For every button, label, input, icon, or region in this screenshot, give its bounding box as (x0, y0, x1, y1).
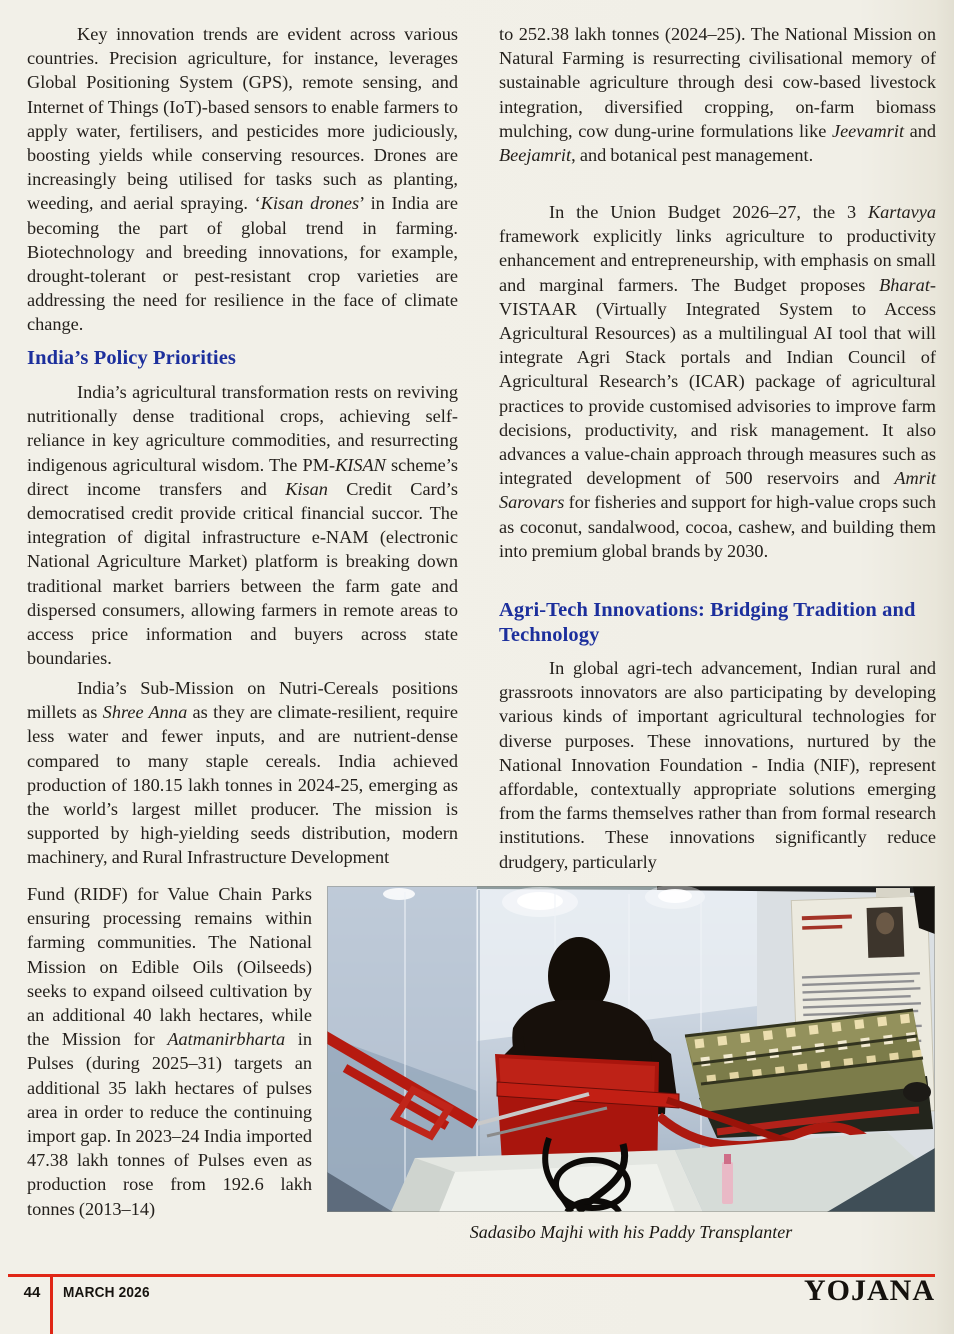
issue-date: MARCH 2026 (63, 1285, 150, 1301)
paragraph-key-innovation-trends: Key innovation trends are evident across various countries. Precision agriculture, for instance, leverages Global Positioning System (GPS), remote sensing, and Internet of Things (IoT)-based sensors to enable farmers to apply water, fertilisers, and pesticides more judiciously, boosting yields while conserving resources. Drones are increasingly being utilised for tasks such as planting, weeding, and aerial spraying. ‘Kisan drones’ in India are becoming the part of global trend in farming. Biotechnology and breeding innovations, for example, drought-tolerant or pest-resistant crop varieties are addressing the need for resilience in the face of climate change. (27, 24, 458, 335)
footer-rule (8, 1274, 935, 1277)
magazine-title: YOJANA (804, 1274, 935, 1307)
paragraph-nutri-cereals: India’s Sub-Mission on Nutri-Cereals positions millets as Shree Anna as they are climate-resilient, require less water and fewer inputs, and are nutrient-dense compared to many staple cereals. India achieved production of 180.15 lakh tonnes in 2024-25, emerging as the world’s largest millet producer. The mission is supported by high-yielding seeds distribution, modern machinery, and Rural Infrastructure Development (27, 678, 459, 868)
paddy-transplanter-photo (327, 886, 935, 1212)
photo-caption: Sadasibo Majhi with his Paddy Transplanter (469, 1222, 793, 1242)
page-number: 44 (23, 1284, 41, 1301)
paragraph-nutri-cereals-continued: Fund (RIDF) for Value Chain Parks ensuring processing remains within farming communities. The National Mission on Edible Oils (Oilseeds) seeks to expand oilseed cultivation by an additional 40 lakh hectares, while the Mission for Aatmanirbharta in Pulses (during 2025–31) targets an additional 35 lakh hectares of pulses area in order to reduce the continuing import gap. In 2023–24 India imported 47.38 lakh tonnes of Pulses even as production rose from 192.6 lakh tonnes (2013–14) (27, 884, 312, 1219)
paragraph-natural-farming: to 252.38 lakh tonnes (2024–25). The National Mission on Natural Farming is resurrecting civilisational memory of sustainable agriculture through desi cow-based livestock integration, diversified cropping, on-farm biomass mulching, cow dung-urine formulations like Jeevamrit and Beejamrit, and botanical pest management. (499, 24, 936, 166)
heading-indias-policy-priorities: India’s Policy Priorities (27, 347, 236, 369)
paragraph-agricultural-transformation: India’s agricultural transformation rests on reviving nutritionally dense traditional crops, achieving self-reliance in key agriculture commodities, and resurrecting indigenous agricultural wisdom. The PM-KISAN scheme’s direct income transfers and Kisan Credit Card’s democratised credit provide critical financial succor. The integration of digital infrastructure e-NAM (electronic National Agriculture Market) platform is breaking down traditional market barriers between the farm gate and dispersed consumers, allowing farmers in remote areas to access price information and buyers across state boundaries. (27, 382, 458, 669)
heading-agri-tech-innovations: Agri-Tech Innovations: Bridging Tradition and Technology (499, 599, 916, 646)
paragraph-grassroots-innovators: In global agri-tech advancement, Indian rural and grassroots innovators are also participating by developing various kinds of important agricultural technologies for diverse purposes. These innovations, nurtured by the National Innovation Foundation - India (NIF), represent affordable, contextually appropriate solutions emerging from the farms themselves rather than from formal research institutions. These innovations significantly reduce drudgery, particularly (499, 658, 936, 872)
paragraph-union-budget: In the Union Budget 2026–27, the 3 Kartavya framework explicitly links agriculture to productivity enhancement and entrepreneurship, with emphasis on small and marginal farmers. The Budget proposes Bharat-VISTAAR (Virtually Integrated System to Access Agricultural Resources) as a multilingual AI tool that will integrate Agri Stack portals and Indian Council of Agricultural Research’s (ICAR) package of agricultural practices to provide customised advisories to improve farm decisions, productivity, and risk management. It also advances a value-chain approach through measures such as integrated development of 500 reservoirs and Amrit Sarovars for fisheries and support for high-value crops such as coconut, sandalwood, cocoa, cashew, and building them into premium global brands by 2030. (499, 202, 936, 561)
article-photo (327, 886, 935, 1212)
footer-divider (50, 1275, 53, 1334)
